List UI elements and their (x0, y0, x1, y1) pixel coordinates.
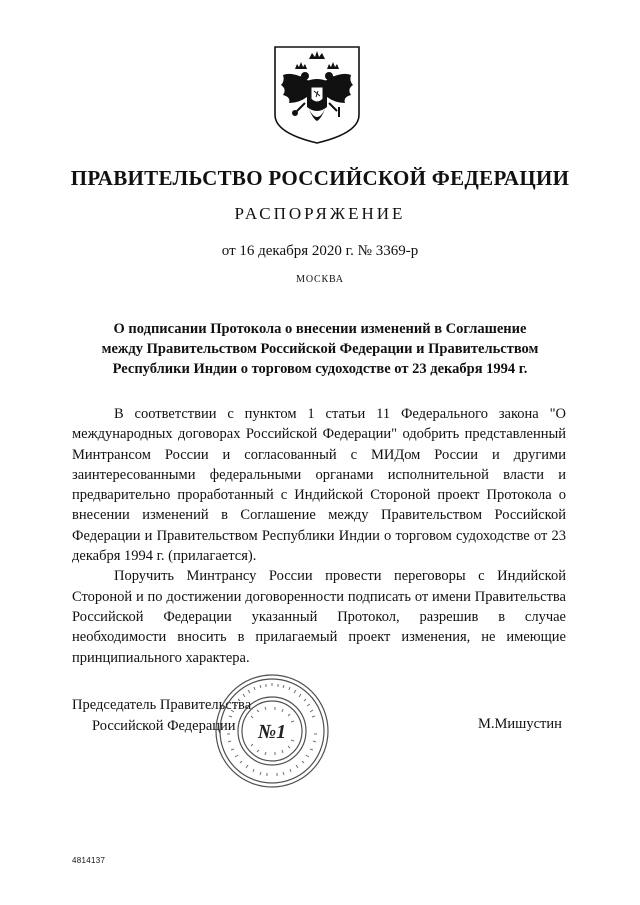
body-paragraph: Поручить Минтрансу России провести переговоры с Индийской Стороной и по достижении договоренности подписать от имени Правительства Российской Федерации указанный Протокол, разрешив в случае необходимости вносить в прилагаемый проект изменения, не имеющие принципиального характера. (72, 568, 566, 666)
circular-seal-stamp-icon (213, 672, 331, 790)
signatory-name: М.Мишустин (478, 716, 562, 732)
subject-line: Республики Индии о торговом судоходстве от 23 декабря 1994 г. (112, 361, 528, 377)
document-body (72, 404, 566, 668)
stamp-number: №1 (257, 721, 287, 743)
double-headed-eagle-emblem-icon (271, 45, 363, 145)
document-type: РАСПОРЯЖЕНИЕ (234, 204, 406, 223)
document-city: МОСКВА (296, 274, 344, 285)
body-paragraph: В соответствии с пунктом 1 статьи 11 Федерального закона "О международных договорах Российской Федерации" одобрить представленный Минтрансом России и согласованный с МИДом России и другими заинтересованными федеральными органами исполнительной власти и предварительно проработанный с Индийской Стороной проект Протокола о внесении изменений в Соглашение между Правительством Российской Федерации и Правительством Республики Индии о торговом судоходстве от 23 декабря 1994 г. (прилагается). (72, 406, 566, 565)
document-date-number: от 16 декабря 2020 г. № 3369-р (221, 243, 419, 259)
subject-line: О подписании Протокола о внесении изменений в Соглашение (113, 321, 527, 337)
government-title: ПРАВИТЕЛЬСТВО РОССИЙСКОЙ ФЕДЕРАЦИИ (70, 166, 570, 190)
signatory-title-line: Российской Федерации (92, 718, 236, 734)
document-id: 4814137 (72, 856, 106, 865)
signatory-title-line: Председатель Правительства (72, 697, 252, 713)
document-subject (60, 319, 580, 379)
subject-line: между Правительством Российской Федерации и Правительством (101, 341, 539, 357)
